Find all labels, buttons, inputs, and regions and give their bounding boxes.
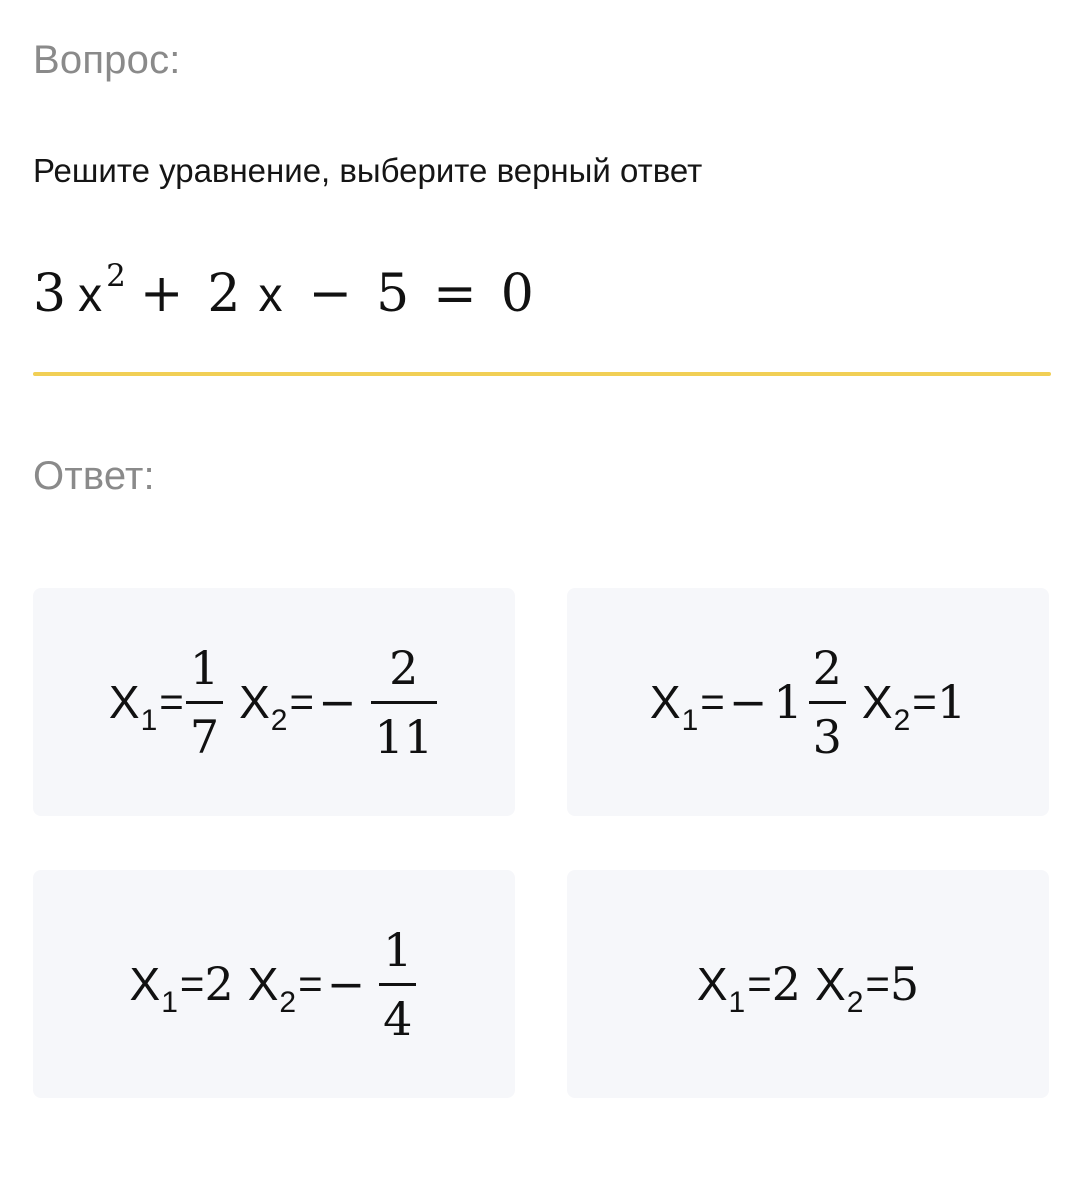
x2-label xyxy=(861,676,911,737)
x1-subscript: 1 xyxy=(681,704,699,737)
x1-value: 2 xyxy=(204,957,234,1011)
x1-fraction-denominator: 3 xyxy=(812,709,842,764)
x2-subscript: 2 xyxy=(846,986,864,1019)
x2-letter: X xyxy=(861,676,893,728)
x1-equals: = xyxy=(700,678,725,725)
x2-fraction-denominator: 4 xyxy=(383,991,413,1046)
quadratic-equation xyxy=(33,258,534,342)
x1-fraction xyxy=(186,640,223,764)
equation-minus-sign: − xyxy=(308,264,353,324)
equation-equals-sign: = xyxy=(433,264,477,324)
x2-fraction-numerator: 1 xyxy=(383,922,413,977)
answer-option-4-formula xyxy=(696,957,920,1019)
x1-letter: X xyxy=(129,958,161,1010)
equation-plus-sign: + xyxy=(139,264,184,324)
x2-value: 1 xyxy=(936,675,967,729)
x1-subscript: 1 xyxy=(161,986,178,1019)
x2-fraction-numerator: 2 xyxy=(389,640,419,695)
x2-letter: X xyxy=(239,676,270,728)
x1-label xyxy=(129,958,178,1019)
x2-letter: X xyxy=(247,958,279,1010)
x1-label xyxy=(696,958,746,1019)
x1-label xyxy=(108,676,158,737)
answer-option-1[interactable] xyxy=(33,588,515,816)
x2-fraction xyxy=(379,922,416,1046)
x2-value: 5 xyxy=(889,957,920,1011)
x2-label xyxy=(815,958,864,1019)
question-prompt: Решите уравнение, выберите верный ответ xyxy=(33,152,703,189)
equation-coefficient-b: 2 xyxy=(207,264,241,324)
x1-whole-part: 1 xyxy=(773,675,803,729)
x2-equals: = xyxy=(298,960,323,1007)
x2-letter: X xyxy=(815,958,846,1010)
x1-subscript: 1 xyxy=(140,704,158,737)
x2-label xyxy=(239,676,288,737)
quiz-page xyxy=(33,0,1051,1186)
x1-label xyxy=(649,676,699,737)
x1-minus-sign: − xyxy=(728,675,768,729)
x1-fraction xyxy=(809,640,846,764)
equation-variable-x: x xyxy=(258,269,283,322)
x1-letter: X xyxy=(696,958,728,1010)
answer-option-2[interactable] xyxy=(567,588,1049,816)
x1-fraction-denominator: 7 xyxy=(189,709,220,764)
equation-constant: 5 xyxy=(376,264,410,324)
answer-option-1-formula xyxy=(108,640,439,764)
x1-equals: = xyxy=(159,678,184,725)
x2-subscript: 2 xyxy=(893,704,911,737)
equation-right-side: 0 xyxy=(500,264,534,324)
x1-equals: = xyxy=(179,960,205,1007)
answer-option-3-formula xyxy=(129,922,419,1046)
x2-minus-sign: − xyxy=(318,675,357,729)
x1-letter: X xyxy=(649,676,681,728)
x2-fraction xyxy=(371,640,438,764)
question-divider xyxy=(33,372,1051,376)
x1-fraction-numerator: 2 xyxy=(812,640,842,695)
x2-equals: = xyxy=(912,678,937,725)
x1-letter: X xyxy=(108,676,140,728)
equation-variable-x-squared: x xyxy=(78,269,103,322)
equation-coefficient-a: 3 xyxy=(33,264,67,324)
answer-option-4[interactable] xyxy=(567,870,1049,1098)
x1-fraction-numerator: 1 xyxy=(189,640,220,695)
x2-label xyxy=(247,958,297,1019)
answer-option-3[interactable] xyxy=(33,870,515,1098)
x1-equals: = xyxy=(747,960,772,1007)
x2-equals: = xyxy=(865,960,890,1007)
answer-option-2-formula xyxy=(649,640,967,764)
question-heading: Вопрос: xyxy=(33,38,181,82)
answer-heading: Ответ: xyxy=(33,454,155,498)
x1-value: 2 xyxy=(771,957,801,1011)
x2-equals: = xyxy=(289,678,314,725)
equation-power: 2 xyxy=(106,258,126,294)
x1-subscript: 1 xyxy=(728,986,746,1019)
x2-fraction-denominator: 11 xyxy=(374,709,434,764)
x2-minus-sign: − xyxy=(326,957,366,1011)
x2-subscript: 2 xyxy=(270,704,288,737)
x2-subscript: 2 xyxy=(279,986,297,1019)
